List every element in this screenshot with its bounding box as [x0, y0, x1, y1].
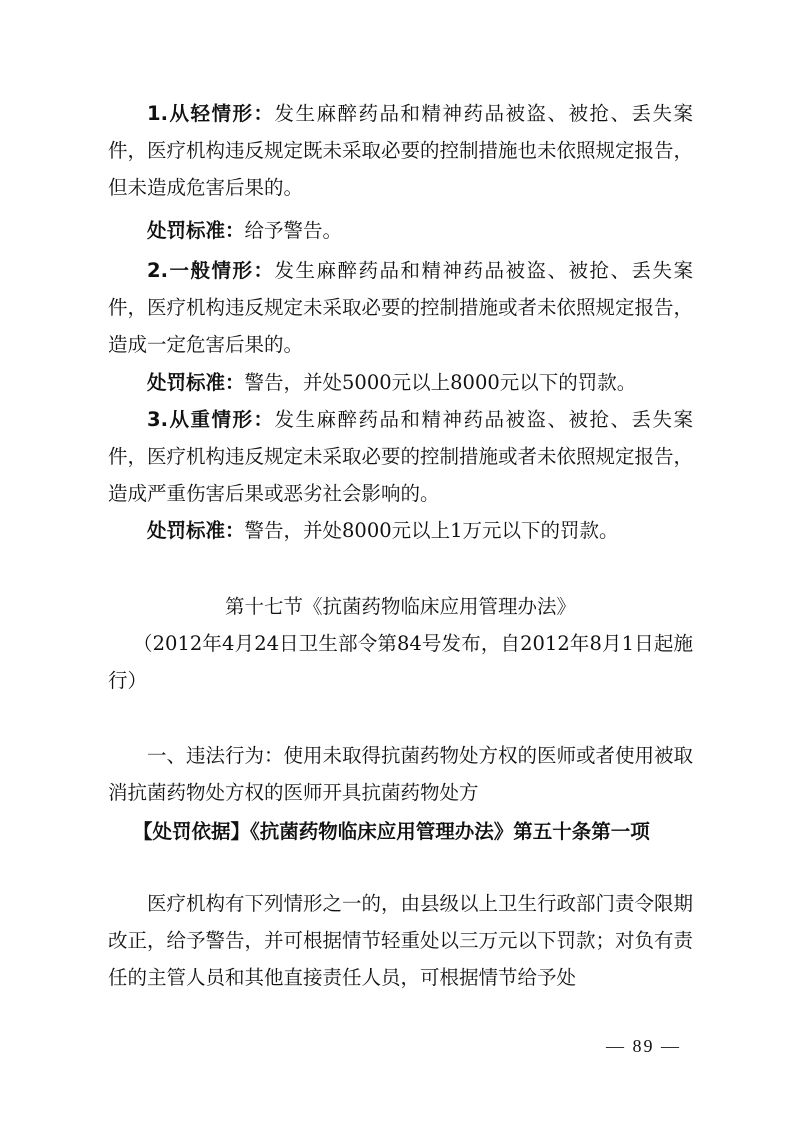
text-mild-penalty: 给予警告。 — [244, 219, 343, 242]
text-severe: 发生麻醉药品和精神药品被盗、被抢、丢失案件，医疗机构违反规定未采取必要的控制措施或者未依照规定报告，造成严重伤害后果或恶劣社会影响的。 — [108, 408, 694, 505]
paragraph-mild — [108, 95, 693, 206]
lead-mild: 1.从轻情形： — [147, 102, 275, 125]
page-number: — 89 — — [606, 1036, 681, 1056]
penalty-basis-text: 医疗机构有下列情形之一的，由县级以上卫生行政部门责令限期改正，给予警告，并可根据情节轻重处以三万元以下罚款；对负有责任的主管人员和其他直接责任人员，可根据情节给予处 — [108, 892, 694, 989]
lead-severe-penalty: 处罚标准： — [147, 519, 245, 542]
text-severe-penalty: 警告，并处8000元以上1万元以下的罚款。 — [244, 519, 619, 542]
text-general-penalty: 警告，并处5000元以上8000元以下的罚款。 — [244, 371, 637, 394]
paragraph-general — [108, 252, 693, 363]
lead-general-penalty: 处罚标准： — [147, 371, 245, 394]
text-mild: 发生麻醉药品和精神药品被盗、被抢、丢失案件，医疗机构违反规定既未采取必要的控制措施也未依照规定报告，但未造成危害后果的。 — [108, 102, 694, 199]
paragraph-severe-penalty — [108, 512, 693, 549]
lead-general: 2.一般情形： — [147, 259, 275, 282]
paragraph-general-penalty — [108, 364, 693, 401]
section-title: 第十七节《抗菌药物临床应用管理办法》 — [224, 595, 576, 618]
lead-severe: 3.从重情形： — [147, 408, 275, 431]
section-note: （2012年4月24日卫生部令第84号发布，自2012年8月1日起施行） — [108, 632, 693, 692]
lead-mild-penalty: 处罚标准： — [147, 219, 245, 242]
violation-heading: 一、违法行为：使用未取得抗菌药物处方权的医师或者使用被取消抗菌药物处方权的医师开具抗菌药物处方 — [108, 744, 694, 804]
penalty-basis-heading: 【处罚依据】《抗菌药物临床应用管理办法》第五十条第一项 — [133, 820, 650, 843]
text-general: 发生麻醉药品和精神药品被盗、被抢、丢失案件，医疗机构违反规定未采取必要的控制措施或者未依照规定报告，造成一定危害后果的。 — [108, 259, 694, 356]
paragraph-severe — [108, 401, 693, 512]
paragraph-mild-penalty — [108, 212, 693, 249]
